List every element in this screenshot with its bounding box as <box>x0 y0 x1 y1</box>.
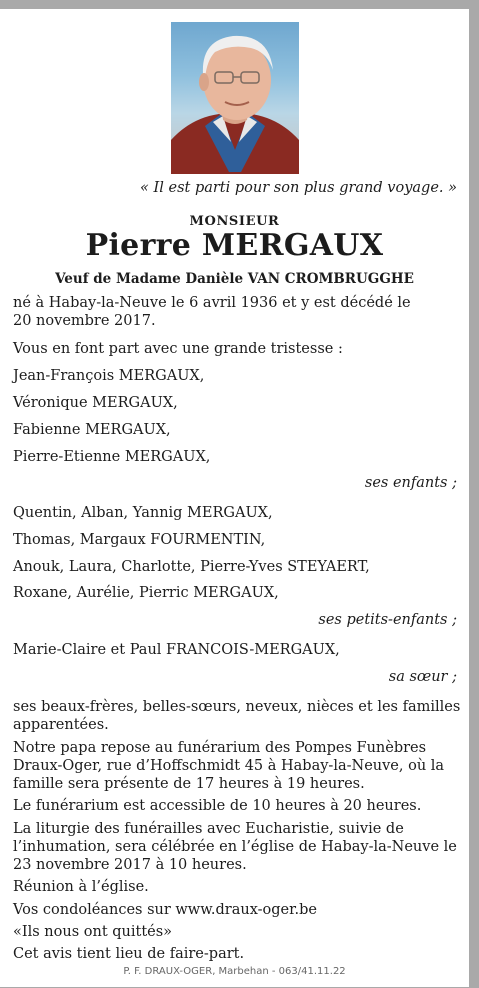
child-name: Pierre-Etienne MERGAUX, <box>13 449 211 465</box>
funeral-home-line: famille sera présente de 17 heures à 19 heures. <box>13 776 365 792</box>
portrait-illustration <box>171 22 299 174</box>
grandchildren-role: ses petits-enfants ; <box>318 612 457 628</box>
grandchild-names: Anouk, Laura, Charlotte, Pierre-Yves STEYAERT, <box>13 559 370 575</box>
grandchild-names: Roxane, Aurélie, Pierric MERGAUX, <box>13 585 279 601</box>
child-name: Fabienne MERGAUX, <box>13 422 171 438</box>
liturgy-line: La liturgie des funérailles avec Eucharistie, suivie de <box>13 821 404 837</box>
birth-line: né à Habay-la-Neuve le 6 avril 1936 et y est décédé le <box>13 295 411 311</box>
sister-role: sa sœur ; <box>388 669 457 685</box>
grandchild-names: Quentin, Alban, Yannig MERGAUX, <box>13 505 273 521</box>
condolences-line: Vos condoléances sur www.draux-oger.be <box>13 902 317 918</box>
spouse-line: Veuf de Madame Danièle VAN CROMBRUGGHE <box>55 271 414 287</box>
left-us-line: «Ils nous ont quittés» <box>13 924 173 940</box>
notice-line: Cet avis tient lieu de faire-part. <box>13 946 245 962</box>
quote: « Il est parti pour son plus grand voyage. » <box>140 180 457 196</box>
children-role: ses enfants ; <box>364 475 457 491</box>
portrait-photo <box>171 22 299 174</box>
birth-line: 20 novembre 2017. <box>13 313 156 329</box>
funeral-director-footer: P. F. DRAUX-OGER, Marbehan - 063/41.11.22 <box>123 966 346 977</box>
opening-hours: Le funérarium est accessible de 10 heures à 20 heures. <box>13 798 422 814</box>
sister-name: Marie-Claire et Paul FRANCOIS-MERGAUX, <box>13 642 340 658</box>
family-line: apparentées. <box>13 717 109 733</box>
child-name: Véronique MERGAUX, <box>13 395 178 411</box>
funeral-home-line: Draux-Oger, rue d’Hoffschmidt 45 à Habay-la-Neuve, où la <box>13 758 445 774</box>
honorific: MONSIEUR <box>189 214 280 229</box>
liturgy-line: l’inhumation, sera célébrée en l’église de Habay-la-Neuve le <box>13 839 457 855</box>
intro-line: Vous en font part avec une grande tristesse : <box>13 341 343 357</box>
meeting-line: Réunion à l’église. <box>13 879 149 895</box>
liturgy-line: 23 novembre 2017 à 10 heures. <box>13 857 247 873</box>
grandchild-names: Thomas, Margaux FOURMENTIN, <box>13 532 266 548</box>
funeral-home-line: Notre papa repose au funérarium des Pompes Funèbres <box>13 740 427 756</box>
family-line: ses beaux-frères, belles-sœurs, neveux, nièces et les familles <box>13 699 461 715</box>
deceased-name: Pierre MERGAUX <box>85 228 384 263</box>
child-name: Jean-François MERGAUX, <box>13 368 205 384</box>
